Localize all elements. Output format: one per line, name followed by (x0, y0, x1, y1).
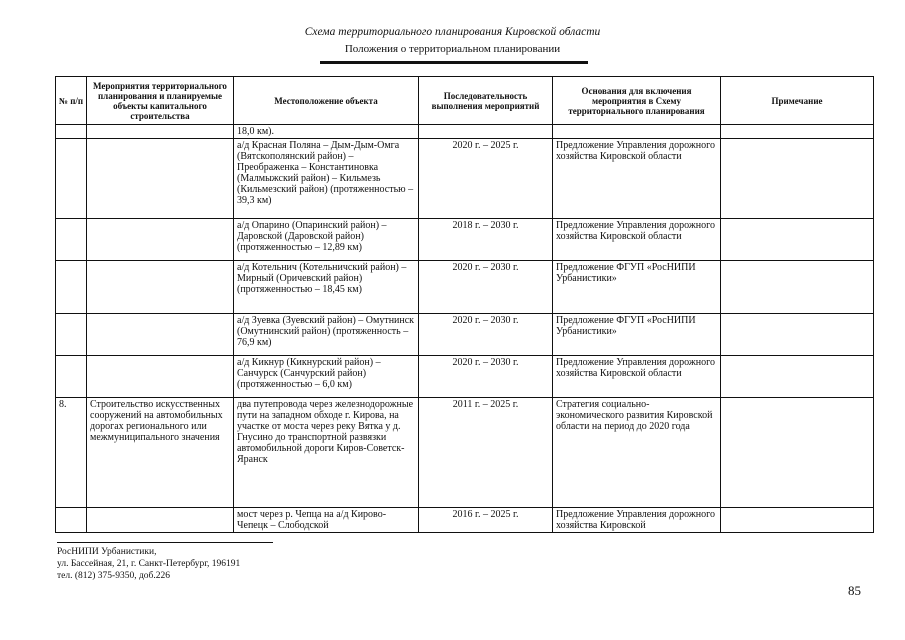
row-period-cell (419, 125, 553, 139)
row-measure-cell (87, 508, 234, 533)
column-header-measure: Мероприятия территориального планирования и планируемые объекты капитального строительства (87, 77, 234, 125)
page-number: 85 (848, 583, 861, 598)
row-basis-cell: Предложение ФГУП «РосНИПИ Урбанистики» (553, 261, 721, 314)
row-basis-cell: Предложение Управления дорожного хозяйства Кировской области (553, 219, 721, 261)
row-measure-cell: Строительство искусственных сооружений на автомобильных дорогах регионального или межмуниципального значения (87, 398, 234, 508)
row-note-cell (721, 125, 874, 139)
footer-phone: тел. (812) 375-9350, доб.226 (57, 571, 171, 581)
row-measure-cell (87, 139, 234, 219)
column-header-location: Местоположение объекта (234, 77, 419, 125)
document-subtitle: Положения о территориальном планировании (344, 43, 561, 55)
row-measure-cell (87, 356, 234, 398)
row-number-cell (56, 508, 87, 533)
row-period-cell: 2016 г. – 2025 г. (419, 508, 553, 533)
footer-divider (57, 542, 273, 543)
row-basis-cell: Предложение ФГУП «РосНИПИ Урбанистики» (553, 314, 721, 356)
row-number-cell: 8. (56, 398, 87, 508)
row-location-cell: мост через р. Чепца на а/д Кирово-Чепецк – Слободской (234, 508, 419, 533)
table-row (56, 508, 874, 533)
table-row (56, 139, 874, 219)
table-header-row (56, 77, 874, 125)
table-row (56, 314, 874, 356)
row-number-cell (56, 219, 87, 261)
planning-table (55, 76, 874, 533)
row-measure-cell (87, 314, 234, 356)
row-location-cell: а/д Зуевка (Зуевский район) – Омутнинск (Омутнинский район) (протяженность – 76,9 км) (234, 314, 419, 356)
column-header-basis: Основания для включения мероприятия в Схему территориального планирования (553, 77, 721, 125)
document-title: Схема территориального планирования Кировской области (304, 26, 601, 38)
row-measure-cell (87, 125, 234, 139)
table-row (56, 356, 874, 398)
row-period-cell: 2020 г. – 2030 г. (419, 356, 553, 398)
row-location-cell: 18,0 км). (234, 125, 419, 139)
row-note-cell (721, 398, 874, 508)
row-number-cell (56, 261, 87, 314)
row-period-cell: 2020 г. – 2025 г. (419, 139, 553, 219)
footer-address: ул. Бассейная, 21, г. Санкт-Петербург, 196191 (57, 559, 241, 569)
row-period-cell: 2018 г. – 2030 г. (419, 219, 553, 261)
row-basis-cell: Предложение Управления дорожного хозяйства Кировской области (553, 356, 721, 398)
row-number-cell (56, 125, 87, 139)
row-basis-cell (553, 125, 721, 139)
row-note-cell (721, 261, 874, 314)
row-basis-cell: Предложение Управления дорожного хозяйства Кировской (553, 508, 721, 533)
row-location-cell: а/д Кикнур (Кикнурский район) – Санчурск (Санчурский район) (протяженностью – 6,0 км) (234, 356, 419, 398)
row-note-cell (721, 219, 874, 261)
column-header-note: Примечание (721, 77, 874, 125)
row-number-cell (56, 356, 87, 398)
row-number-cell (56, 139, 87, 219)
row-measure-cell (87, 219, 234, 261)
row-location-cell: а/д Опарино (Опаринский район) – Даровской (Даровской район) (протяженностью – 12,89 км) (234, 219, 419, 261)
footer-organization: РосНИПИ Урбанистики, (57, 547, 157, 557)
row-measure-cell (87, 261, 234, 314)
row-location-cell: а/д Котельнич (Котельничский район) – Мирный (Оричевский район) (протяженностью – 18,45 км) (234, 261, 419, 314)
row-location-cell: а/д Красная Поляна – Дым-Дым-Омга (Вятскополянский район) – Преображенка – Константиновка (Малмыжский район) – Кильмезь (Кильмезский район) (протяженностью – 39,3 км) (234, 139, 419, 219)
header-divider (320, 61, 588, 64)
row-note-cell (721, 139, 874, 219)
row-period-cell: 2020 г. – 2030 г. (419, 261, 553, 314)
row-period-cell: 2011 г. – 2025 г. (419, 398, 553, 508)
row-location-cell: два путепровода через железнодорожные пути на западном обходе г. Кирова, на участке от моста через реку Вятка у д. Гнусино до транспортной развязки автомобильной дороги Киров-Советск-Яранск (234, 398, 419, 508)
table-row (56, 219, 874, 261)
column-header-number: № п/п (56, 77, 87, 125)
table-row (56, 125, 874, 139)
row-note-cell (721, 356, 874, 398)
row-basis-cell: Предложение Управления дорожного хозяйства Кировской области (553, 139, 721, 219)
row-note-cell (721, 314, 874, 356)
row-number-cell (56, 314, 87, 356)
column-header-period: Последовательность выполнения мероприятий (419, 77, 553, 125)
row-note-cell (721, 508, 874, 533)
row-basis-cell: Стратегия социально-экономического развития Кировской области на период до 2020 года (553, 398, 721, 508)
table-row (56, 261, 874, 314)
table-row (56, 398, 874, 508)
row-period-cell: 2020 г. – 2030 г. (419, 314, 553, 356)
